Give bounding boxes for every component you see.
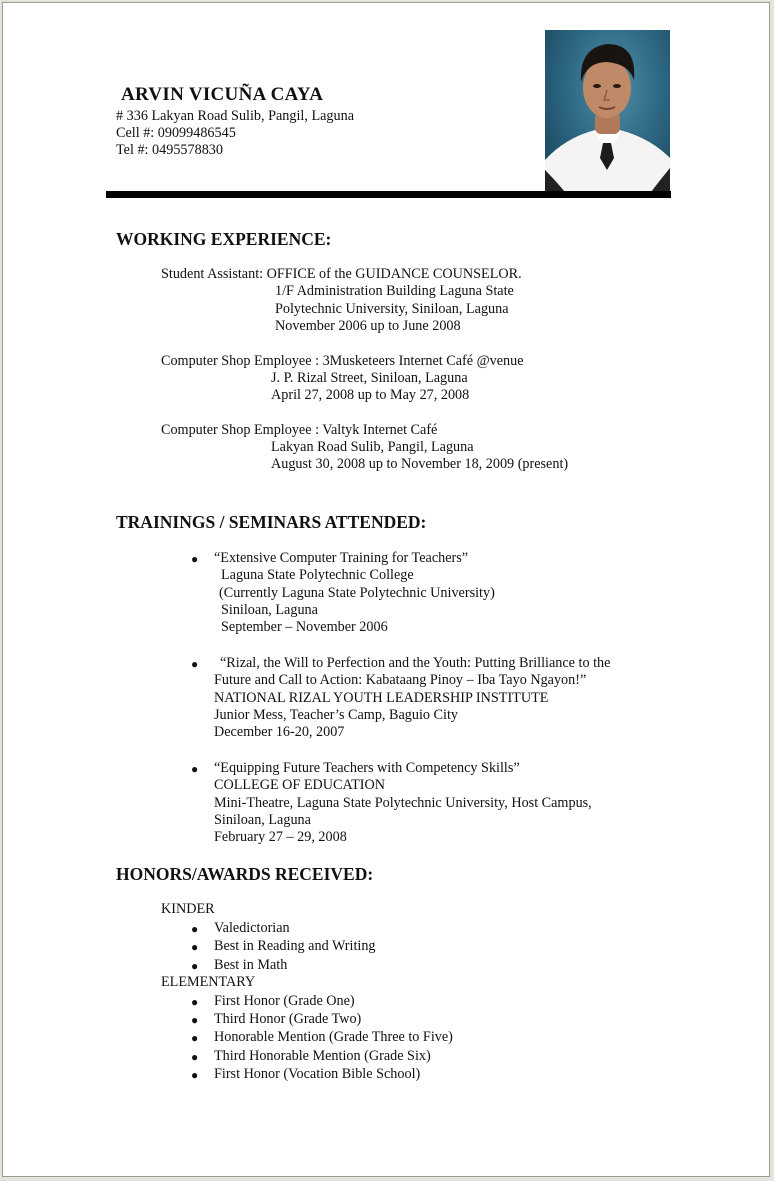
trainings-heading: TRAININGS / SEMINARS ATTENDED: — [116, 512, 427, 532]
bullet-icon: ● — [191, 922, 199, 936]
job-2-title: Computer Shop Employee : 3Musketeers Internet Café @venue — [161, 353, 524, 369]
honors-group-elementary: ELEMENTARY — [161, 974, 256, 990]
training-1-dates: September – November 2006 — [221, 619, 388, 635]
honors-heading: HONORS/AWARDS RECEIVED: — [116, 864, 374, 884]
training-2-line: NATIONAL RIZAL YOUTH LEADERSHIP INSTITUTE — [214, 690, 549, 706]
bullet-icon: ● — [191, 1013, 199, 1027]
applicant-photo — [545, 30, 670, 192]
honor-item: Best in Math — [214, 957, 288, 973]
training-2-line: Future and Call to Action: Kabataang Pinoy – Iba Tayo Ngayon!” — [214, 672, 587, 688]
training-1-title: “Extensive Computer Training for Teachers” — [214, 550, 469, 566]
job-3-title: Computer Shop Employee : Valtyk Internet Café — [161, 422, 438, 438]
bullet-icon: ● — [191, 959, 199, 973]
training-1-line: Laguna State Polytechnic College — [221, 567, 414, 583]
resume-page — [2, 2, 770, 1177]
honor-item: Honorable Mention (Grade Three to Five) — [214, 1029, 453, 1045]
bullet-icon: ● — [191, 1050, 199, 1064]
bullet-icon: ● — [191, 940, 199, 954]
honor-item: First Honor (Vocation Bible School) — [214, 1066, 421, 1082]
job-1-dates: November 2006 up to June 2008 — [275, 318, 461, 334]
honor-item: First Honor (Grade One) — [214, 993, 355, 1009]
honor-item: Best in Reading and Writing — [214, 938, 376, 954]
applicant-name: ARVIN VICUÑA CAYA — [121, 84, 324, 105]
header-divider — [106, 191, 671, 198]
tel-number: Tel #: 0495578830 — [116, 142, 223, 158]
training-3-line: COLLEGE OF EDUCATION — [214, 777, 386, 793]
training-1-line: (Currently Laguna State Polytechnic University) — [219, 585, 495, 601]
job-2-dates: April 27, 2008 up to May 27, 2008 — [271, 387, 470, 403]
training-2-dates: December 16-20, 2007 — [214, 724, 345, 740]
training-3-title: “Equipping Future Teachers with Competency Skills” — [214, 760, 520, 776]
working-experience-heading: WORKING EXPERIENCE: — [116, 229, 332, 249]
bullet-icon: ● — [191, 1068, 199, 1082]
training-3-line: Siniloan, Laguna — [214, 812, 311, 828]
honor-item: Third Honor (Grade Two) — [214, 1011, 362, 1027]
job-1-title: Student Assistant: OFFICE of the GUIDANCE COUNSELOR. — [161, 266, 522, 282]
cell-number: Cell #: 09099486545 — [116, 125, 236, 141]
training-3-line: Mini-Theatre, Laguna State Polytechnic University, Host Campus, — [214, 795, 592, 811]
bullet-icon: ● — [191, 762, 199, 776]
training-2-line: Junior Mess, Teacher’s Camp, Baguio City — [214, 707, 458, 723]
bullet-icon: ● — [191, 1031, 199, 1045]
honor-item: Third Honorable Mention (Grade Six) — [214, 1048, 431, 1064]
training-3-dates: February 27 – 29, 2008 — [214, 829, 347, 845]
training-1-line: Siniloan, Laguna — [221, 602, 318, 618]
portrait-image — [545, 30, 670, 192]
honor-item: Valedictorian — [214, 920, 290, 936]
job-1-line: Polytechnic University, Siniloan, Laguna — [275, 301, 509, 317]
job-3-dates: August 30, 2008 up to November 18, 2009 (present) — [271, 456, 569, 472]
bullet-icon: ● — [191, 552, 199, 566]
honors-group-kinder: KINDER — [161, 901, 215, 917]
bullet-icon: ● — [191, 657, 199, 671]
address: # 336 Lakyan Road Sulib, Pangil, Laguna — [116, 108, 355, 124]
training-2-title: “Rizal, the Will to Perfection and the Youth: Putting Brilliance to the — [220, 655, 611, 671]
job-2-line: J. P. Rizal Street, Siniloan, Laguna — [271, 370, 468, 386]
bullet-icon: ● — [191, 995, 199, 1009]
job-1-line: 1/F Administration Building Laguna State — [275, 283, 514, 299]
job-3-line: Lakyan Road Sulib, Pangil, Laguna — [271, 439, 474, 455]
